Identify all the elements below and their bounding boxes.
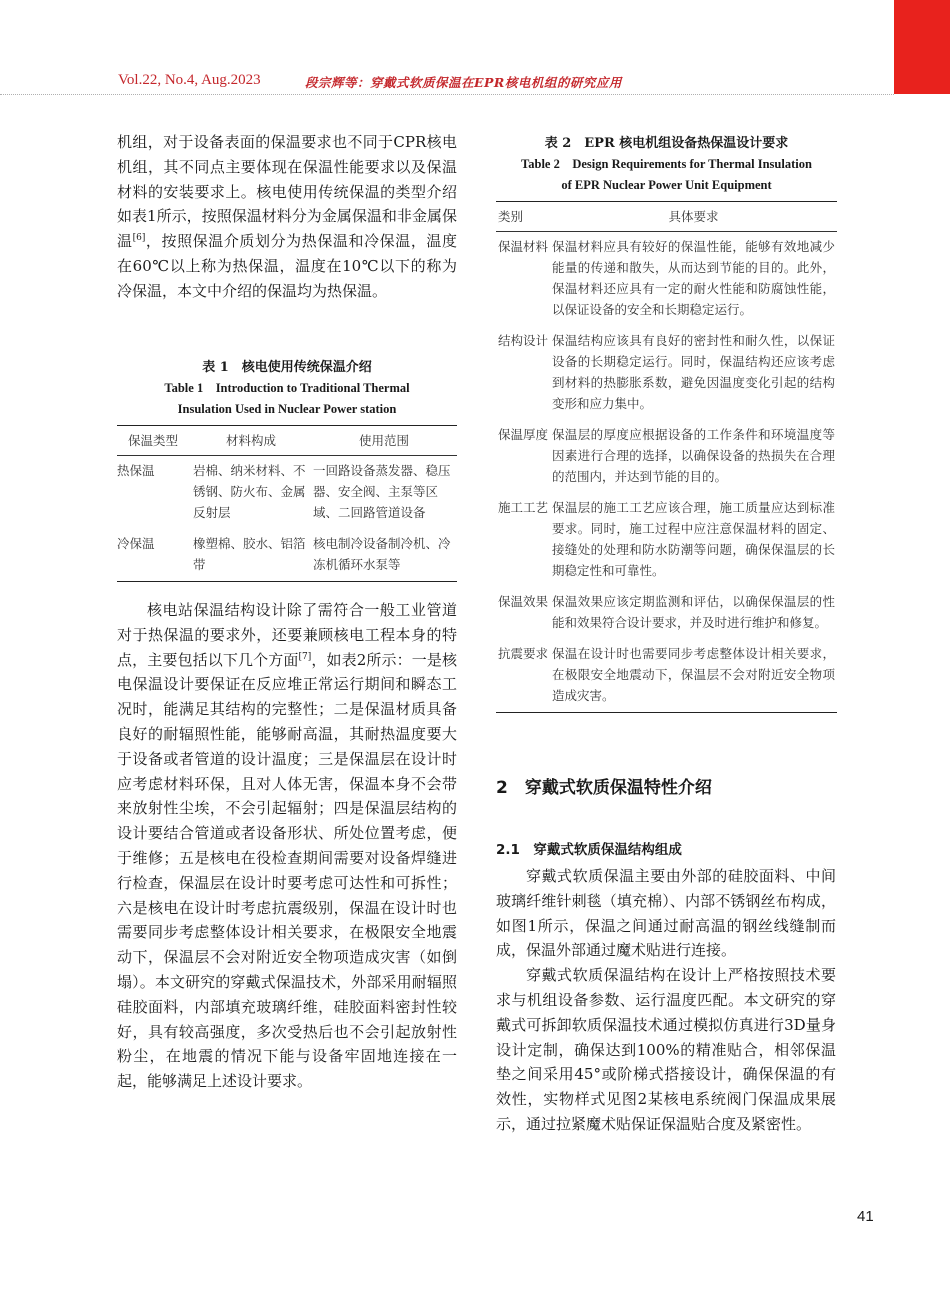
paragraph: 机组，对于设备表面的保温要求也不同于CPR核电机组，其不同点主要体现在保温性能要求以及保温材料的安装要求上。核电使用传统保温的类型介绍如表1所示，按照保温材料分为金属保温和非金属保温[6]，按照保温介质划分为热保温和冷保温，温度在60℃以上称为热保温，温度在10℃以下的称为冷保温，本文中介绍的保温均为热保温。: [117, 133, 457, 300]
citation: [7]: [298, 651, 312, 662]
paragraph: 穿戴式软质保温结构在设计上严格按照技术要求与机组设备参数、运行温度匹配。本文研究的穿戴式可拆卸软质保温技术通过模拟仿真进行3D量身设计定制，确保达到100%的精准贴合，相邻保温垫之间采用45°或阶梯式搭接设计，确保保温的有效性，实物样式见图2某核电系统阀门保温成果展示，通过拉紧魔术贴保证保温贴合度及紧密性。: [496, 966, 836, 1133]
table-caption-cn: 表 2 EPR 核电机组设备热保温设计要求: [544, 136, 789, 151]
table-caption-en: Insulation Used in Nuclear Power station: [177, 402, 397, 416]
paragraph: 穿戴式软质保温主要由外部的硅胶面料、中间玻璃纤维针刺毯（填充棉）、内部不锈钢丝布构成，如图1所示，保温之间通过耐高温的钢丝线缝制而成，保温外部通过魔术贴进行连接。: [496, 867, 836, 960]
left-column: [117, 130, 457, 304]
page-number: 41: [857, 1208, 874, 1225]
table-cell: 保温层的施工工艺应该合理，施工质量应达到标准要求。同时，施工过程中应注意保温材料的固定、接缝处的处理和防水防潮等问题，确保保温层的长期稳定性和可靠性。: [552, 500, 835, 578]
running-title: 段宗辉等：穿戴式软质保温在EPR核电机组的研究应用: [305, 75, 622, 90]
table-cell: 岩棉、纳米材料、不锈钢、防火布、金属反射层: [193, 463, 306, 520]
table-row: [117, 529, 457, 582]
table-1-grid: [117, 425, 457, 582]
column-header: 材料构成: [191, 426, 311, 456]
table-row: [496, 587, 837, 639]
column-header: 类别: [496, 202, 550, 232]
table-cell: 一回路设备蒸发器、稳压器、安全阀、主泵等区域、二回路管道设备: [313, 463, 451, 520]
left-column-continued: [117, 598, 457, 1094]
column-header: 使用范围: [311, 426, 457, 456]
journal-volume: Vol.22, No.4, Aug.2023: [118, 72, 261, 88]
table-2-grid: [496, 201, 837, 713]
column-header: 具体要求: [550, 202, 837, 232]
column-header: 保温类型: [117, 426, 191, 456]
table-cell: 保温效果应该定期监测和评估，以确保保温层的性能和效果符合设计要求，并及时进行维护和修复。: [552, 594, 835, 630]
table-caption-cn: 表 1 核电使用传统保温介绍: [202, 360, 372, 375]
table-cell: 保温厚度: [498, 427, 549, 442]
table-row: [117, 456, 457, 530]
citation: [6]: [132, 233, 146, 244]
table-cell: 结构设计: [498, 333, 549, 348]
table-header-row: [496, 202, 837, 232]
table-cell: 保温在设计时也需要同步考虑整体设计相关要求，在极限安全地震动下，保温层不会对附近安全物项造成灾害。: [550, 639, 837, 713]
table-row: [496, 420, 837, 493]
table-cell: 冷保温: [117, 529, 191, 582]
table-header-row: [117, 426, 457, 456]
table-cell: 核电制冷设备制冷机、冷冻机循环水泵等: [311, 529, 457, 582]
table-cell: 橡塑棉、胶水、铝箔带: [191, 529, 311, 582]
table-cell: 保温结构应该具有良好的密封性和耐久性，以保证设备的长期稳定运行。同时，保温结构还应该考虑到材料的热膨胀系数，避免因温度变化引起的结构变形和应力集中。: [552, 333, 835, 411]
table-cell: 热保温: [117, 463, 155, 478]
red-corner-tab: [894, 0, 950, 94]
table-row: [496, 326, 837, 420]
table-cell: 保温材料: [498, 239, 549, 254]
right-column-text: [496, 838, 836, 1137]
table-row: [496, 493, 837, 587]
table-caption-en: of EPR Nuclear Power Unit Equipment: [561, 178, 772, 192]
table-row: [496, 232, 837, 327]
header-divider: [0, 94, 894, 95]
subsection-heading: 2.1 穿戴式软质保温结构组成: [496, 842, 682, 858]
table-2: [496, 134, 837, 713]
table-caption-en: Table 2 Design Requirements for Thermal Insulation: [521, 157, 812, 171]
table-cell: 抗震要求: [496, 639, 550, 713]
table-caption-en: Table 1 Introduction to Traditional Thermal: [164, 381, 410, 395]
table-cell: 保温效果: [498, 594, 549, 609]
table-1: [117, 358, 457, 582]
paragraph: 核电站保温结构设计除了需符合一般工业管道对于热保温的要求外，还要兼顾核电工程本身的特点，主要包括以下几个方面[7]，如表2所示：一是核电保温设计要保证在反应堆正常运行期间和瞬态工况时，能满足其结构的完整性；二是保温材质具备良好的耐辐照性能，能够耐高温，其耐热温度要大于设备或者管道的设计温度；三是保温层在设计时应考虑材料环保，且对人体无害，保温本身不会带来放射性尘埃，不会引起辐射；四是保温层结构的设计要结合管道或者设备形状、所处位置考虑，便于维修；五是核电在役检查期间需要对设备焊缝进行检查，保温层在设计时要考虑可达性和可拆性；六是核电在设计时考虑抗震级别，保温在设计时也需要同步考虑整体设计相关要求，在极限安全地震动下，保温层不会对附近安全物项造成灾害（如倒塌）。本文研究的穿戴式保温技术，外部采用耐辐照硅胶面料，内部填充玻璃纤维，硅胶面料密封性较好，具有较高强度，多次受热后也不会引起放射性粉尘，在地震的情况下能与设备牢固地连接在一起，能够满足上述设计要求。: [117, 601, 457, 1091]
table-row: [496, 639, 837, 713]
table-cell: 施工工艺: [498, 500, 549, 515]
section-heading: 2 穿戴式软质保温特性介绍: [496, 778, 712, 798]
table-cell: 保温材料应具有较好的保温性能，能够有效地减少能量的传递和散失，从而达到节能的目的。此外，保温材料还应具有一定的耐火性能和防腐蚀性能，以保证设备的安全和长期稳定运行。: [552, 239, 835, 317]
table-cell: 保温层的厚度应根据设备的工作条件和环境温度等因素进行合理的选择，以确保设备的热损失在合理的范围内，并达到节能的目的。: [552, 427, 835, 484]
